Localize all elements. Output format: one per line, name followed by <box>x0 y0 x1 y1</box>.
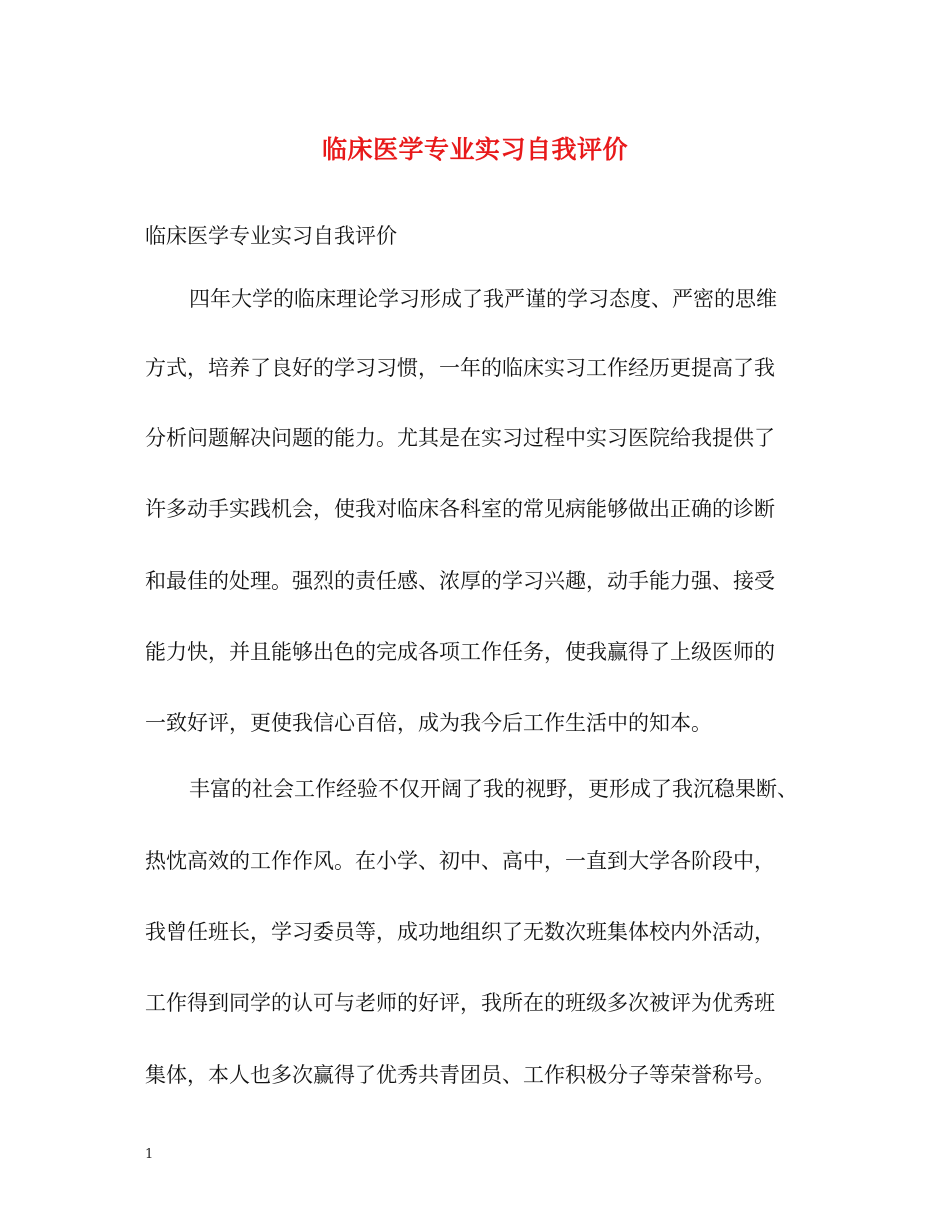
paragraph-1-line-2: 方式，培养了良好的学习习惯，一年的临床实习工作经历更提高了我 <box>145 356 775 380</box>
paragraph-2-line-2: 热忱高效的工作作风。在小学、初中、高中，一直到大学各阶段中， <box>145 849 775 873</box>
paragraph-2-line-3: 我曾任班长，学习委员等，成功地组织了无数次班集体校内外活动， <box>145 920 775 944</box>
paragraph-1-line-4: 许多动手实践机会，使我对临床各科室的常见病能够做出正确的诊断 <box>145 497 775 521</box>
paragraph-2-line-4: 工作得到同学的认可与老师的好评，我所在的班级多次被评为优秀班 <box>145 991 775 1015</box>
paragraph-1-line-7: 一致好评，更使我信心百倍，成为我今后工作生活中的知本。 <box>145 711 712 735</box>
paragraph-2-line-5: 集体，本人也多次赢得了优秀共青团员、工作积极分子等荣誉称号。 <box>145 1063 775 1087</box>
document-subtitle: 临床医学专业实习自我评价 <box>145 224 397 248</box>
document-title: 临床医学专业实习自我评价 <box>321 135 628 164</box>
paragraph-1-line-3: 分析问题解决问题的能力。尤其是在实习过程中实习医院给我提供了 <box>145 426 775 450</box>
page-number: 1 <box>145 1147 154 1162</box>
paragraph-1-line-6: 能力快，并且能够出色的完成各项工作任务，使我赢得了上级医师的 <box>145 640 775 664</box>
paragraph-1-line-5: 和最佳的处理。强烈的责任感、浓厚的学习兴趣，动手能力强、接受 <box>145 569 775 593</box>
paragraph-1-line-1: 四年大学的临床理论学习形成了我严谨的学习态度、严密的思维 <box>189 287 777 311</box>
paragraph-2-line-1: 丰富的社会工作经验不仅开阔了我的视野，更形成了我沉稳果断、 <box>189 777 798 801</box>
